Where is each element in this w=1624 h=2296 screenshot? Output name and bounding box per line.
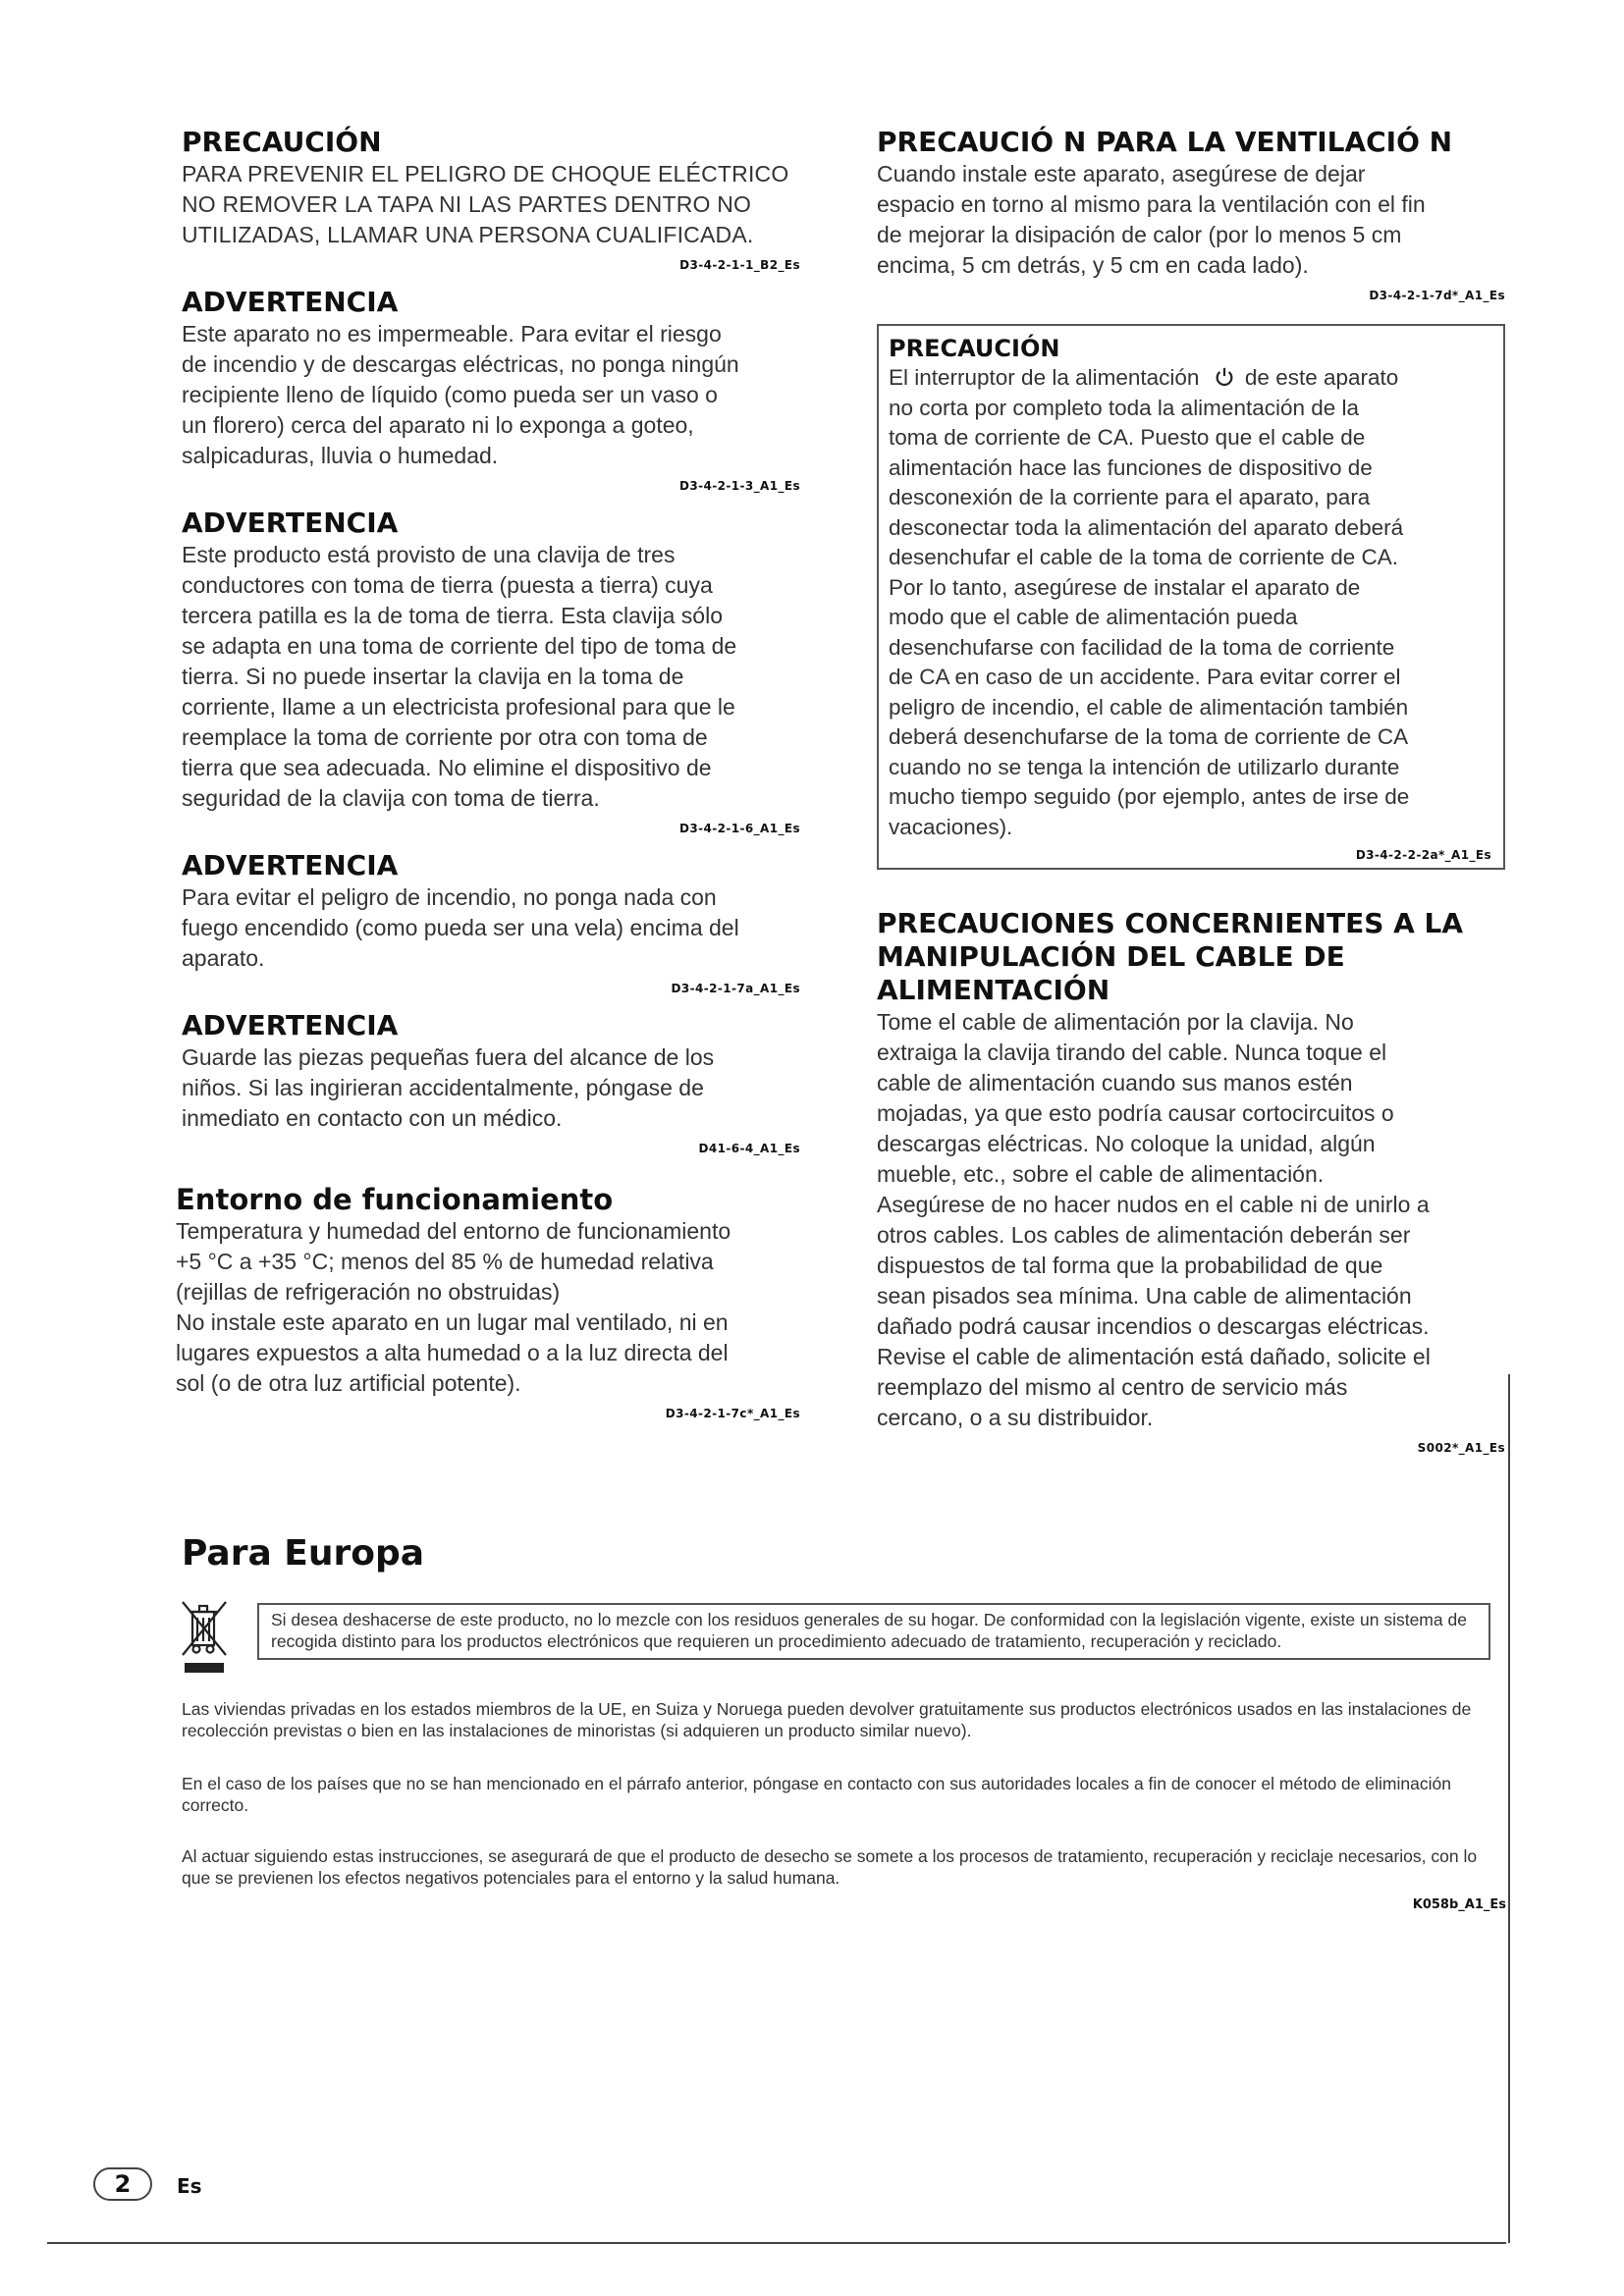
section-advertencia-clavija [182, 507, 800, 835]
section-title: PRECAUCIONES CONCERNIENTES A LA MANIPULACIÓN DEL CABLE DE ALIMENTACIÓN [877, 907, 1464, 1006]
body-part: El interruptor de la alimentación [889, 365, 1206, 390]
bottom-rule [47, 2242, 1506, 2244]
section-body: Cuando instale este aparato, asegúrese de dejar espacio en torno al mismo para la ventilación con el fin de mejorar la disipación de calor (por lo menos 5 cm encima, 5 cm detrás, y 5 cm en cada lado). [877, 161, 1426, 278]
section-title: PRECAUCIÓN [182, 126, 382, 158]
section-advertencia-piezas [182, 1009, 800, 1155]
section-body: Tome el cable de alimentación por la clavija. No extraiga la clavija tirando del cable. Nunca toque el cable de alimentación cuando sus manos estén mojadas, ya que esto podría causar cortocircuitos o descargas eléctricas. No coloque la unidad, algún mueble, etc., sobre el cable de alimentación. Asegúrese de no hacer nudos en el cable ni de unirlo a otros cables. Los cables de alimentación deberán ser dispuestos de tal forma que la probabilidad de que sean pisados sea mínima. Una cable de alimentación dañado podrá causar incendios o descargas eléctricas. Revise el cable de alimentación está dañado, solicite el reemplazo del mismo al centro de servicio más cercano, o a su distribuidor. [877, 1009, 1431, 1430]
section-precaucion [182, 126, 800, 272]
section-ventilacion [877, 126, 1505, 302]
section-code: D3-4-2-1-1_B2_Es [679, 258, 800, 272]
europe-title: Para Europa [182, 1533, 425, 1574]
page-number: 2 [93, 2167, 152, 2201]
section-body: Este aparato no es impermeable. Para evitar el riesgo de incendio y de descargas eléctricas, no ponga ningún recipiente lleno de líquido (como pueda ser un vaso o un florero) cerca del aparato ni lo exponga a goteo, salpicaduras, lluvia o humedad. [182, 321, 739, 468]
section-body: Este producto está provisto de una clavija de tres conductores con toma de tierra (puesta a tierra) cuya tercera patilla es la de toma de tierra. Esta clavija sólo se adapta en una toma de corriente del tipo de toma de tierra. Si no puede insertar la clavija en la toma de corriente, llame a un electricista profesional para que le reemplace la toma de corriente por otra con toma de tierra que sea adecuada. No elimine el dispositivo de seguridad de la clavija con toma de tierra. [182, 542, 737, 811]
section-code: D3-4-2-1-7a_A1_Es [671, 982, 800, 995]
section-code: D3-4-2-1-6_A1_Es [678, 822, 800, 835]
section-cable [877, 907, 1505, 1455]
europe-paragraph: Las viviendas privadas en los estados miembros de la UE, en Suiza y Noruega pueden devolver gratuitamente sus productos electrónicos usados en las instalaciones de recolección previstas o bien en las instalaciones de minoristas (si adquieren un producto similar nuevo). [182, 1699, 1472, 1740]
section-body: Guarde las piezas pequeñas fuera del alcance de los niños. Si las ingirieran accidentalmente, póngase de inmediato en contacto con un médico. [182, 1044, 715, 1131]
section-code: D41-6-4_A1_Es [698, 1142, 800, 1155]
section-code: D3-4-2-1-7d*_A1_Es [1369, 289, 1505, 302]
right-edge-rule [1508, 1374, 1510, 2243]
section-advertencia-fuego [182, 849, 800, 995]
section-entorno [176, 1183, 800, 1420]
right-column [877, 126, 1505, 1468]
precaucion-box [877, 324, 1505, 870]
section-title: ADVERTENCIA [182, 507, 399, 539]
section-code: S002*_A1_Es [1417, 1441, 1505, 1455]
section-body [889, 363, 1491, 842]
section-code: D3-4-2-2-2a*_A1_Es [1355, 848, 1491, 862]
power-standby-icon [1214, 366, 1235, 388]
weee-box-text: Si desea deshacerse de este producto, no lo mezcle con los residuos generales de su hogar. De conformidad con la legislación vigente, existe un sistema de recogida distinto para los productos electrónicos que requieren un procedimiento adecuado de tratamiento, recuperación y reciclado. [271, 1610, 1467, 1651]
left-column [176, 126, 800, 1434]
section-title: ADVERTENCIA [182, 1009, 399, 1041]
body-part: de este aparato no corta por completo toda la alimentación de la toma de corriente de CA. Puesto que el cable de alimentación hace las funciones de dispositivo de desconexión de la corriente para el aparato, para desconectar toda la alimentación del aparato deberá desenchufar el cable de la toma de corriente de CA. Por lo tanto, asegúrese de instalar el aparato de modo que el cable de alimentación pueda desenchufarse con facilidad de la toma de corriente de CA en caso de un accidente. Para evitar correr el peligro de incendio, el cable de alimentación también deberá desenchufarse de la toma de corriente de CA cuando no se tenga la intención de utilizarlo durante mucho tiempo seguido (por ejemplo, antes de irse de vacaciones). [889, 365, 1410, 839]
europe-code: K058b_A1_Es [1412, 1897, 1506, 1912]
section-body: Para evitar el peligro de incendio, no ponga nada con fuego encendido (como pueda ser una vela) encima del aparato. [182, 884, 739, 971]
europe-paragraph: En el caso de los países que no se han mencionado en el párrafo anterior, póngase en contacto con sus autoridades locales a fin de conocer el método de eliminación correcto. [182, 1774, 1451, 1815]
europe-paragraph: Al actuar siguiendo estas instrucciones, se asegurará de que el producto de desecho se somete a los procesos de tratamiento, recuperación y reciclaje necesarios, con lo que se previenen los efectos negativos potenciales para el entorno y la salud humana. [182, 1846, 1478, 1888]
section-code: D3-4-2-1-7c*_A1_Es [665, 1407, 800, 1420]
section-body: PARA PREVENIR EL PELIGRO DE CHOQUE ELÉCTRICO NO REMOVER LA TAPA NI LAS PARTES DENTRO NO UTILIZADAS, LLAMAR UNA PERSONA CUALIFICADA. [182, 161, 789, 247]
section-title: Entorno de funcionamiento [176, 1183, 614, 1216]
section-title: PRECAUCIÓN [889, 335, 1060, 362]
language-code: Es [177, 2174, 202, 2198]
section-title: ADVERTENCIA [182, 849, 399, 881]
section-body: Temperatura y humedad del entorno de funcionamiento +5 °C a +35 °C; menos del 85 % de humedad relativa (rejillas de refrigeración no obstruidas) No instale este aparato en un lugar mal ventilado, ni en lugares expuestos a alta humedad o a la luz directa del sol (o de otra luz artificial potente). [176, 1218, 731, 1396]
section-advertencia-agua [182, 286, 800, 493]
section-title: ADVERTENCIA [182, 286, 399, 318]
weee-box [257, 1603, 1490, 1660]
section-code: D3-4-2-1-3_A1_Es [678, 479, 800, 493]
crossed-bin-icon [179, 1598, 230, 1675]
section-title: PRECAUCIÓ N PARA LA VENTILACIÓ N [877, 126, 1453, 158]
